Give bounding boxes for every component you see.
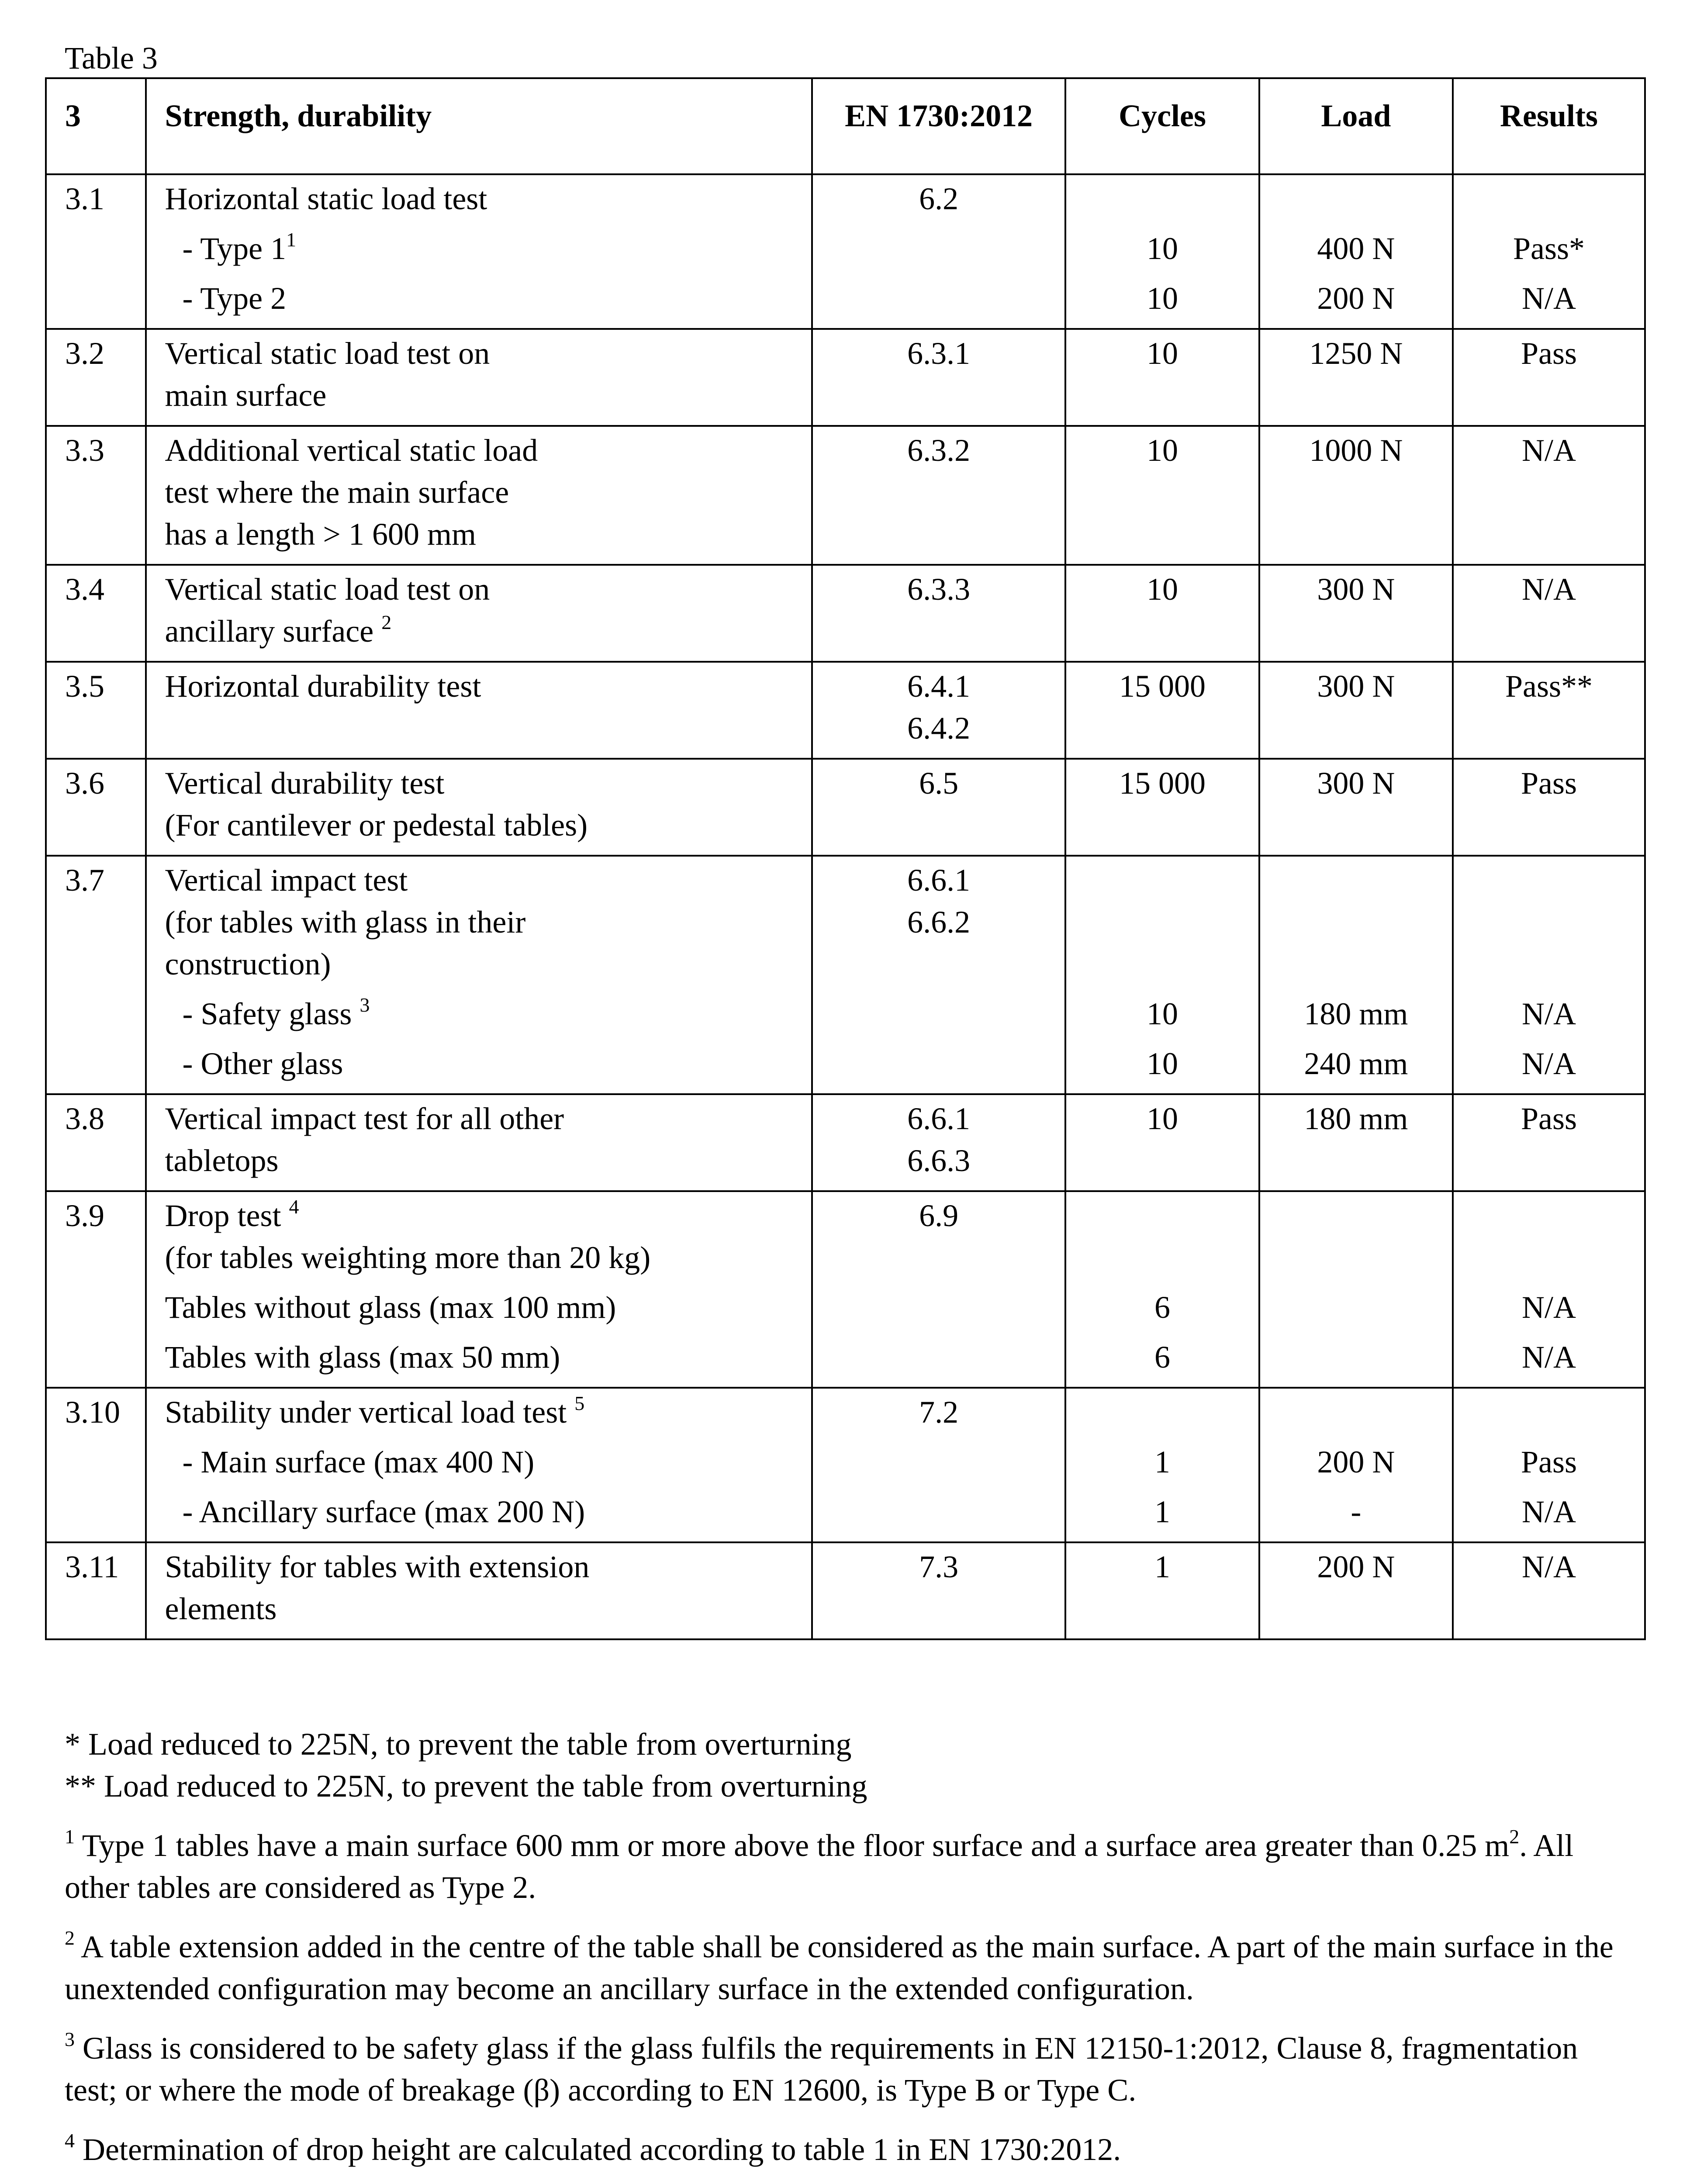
cycles-value: 10 (1147, 231, 1178, 266)
standard-clause-cell (812, 329, 1065, 426)
result-value: Pass** (1505, 669, 1593, 704)
result-cell (1453, 565, 1645, 662)
test-name-text: Horizontal durability test (165, 669, 481, 704)
load-cell (1259, 426, 1453, 565)
test-name-text: Stability under vertical load test (165, 1395, 575, 1430)
spacer-line (1085, 859, 1240, 901)
test-name-cell (146, 662, 812, 759)
standard-clause: 6.2 (919, 181, 959, 216)
section-number: 3.6 (65, 766, 104, 801)
sub-test-line (165, 1441, 793, 1483)
spacer-line (1472, 1391, 1626, 1433)
table-header-row (46, 78, 1645, 174)
standard-clause-cell (812, 759, 1065, 856)
cycles-value: 10 (1147, 1046, 1178, 1081)
load-value: 180 mm (1304, 1101, 1408, 1136)
footnote-marker: 4 (65, 2129, 75, 2152)
test-name-text: Drop test (165, 1198, 289, 1233)
section-number-cell (46, 426, 146, 565)
test-name-text: elements (165, 1591, 277, 1626)
test-name-line (165, 568, 793, 610)
load-value: 200 N (1317, 1549, 1395, 1584)
sub-test-line (165, 1043, 793, 1085)
test-name-line (165, 374, 793, 416)
result-cell (1453, 1542, 1645, 1639)
result-value: N/A (1522, 1046, 1576, 1081)
section-number: 3.11 (65, 1549, 119, 1584)
table-row (46, 856, 1645, 1094)
test-name-cell (146, 565, 812, 662)
footnote-reference: 1 (286, 228, 297, 251)
section-number: 3.3 (65, 433, 104, 468)
load-cell (1259, 565, 1453, 662)
test-name-line (165, 1098, 793, 1140)
sub-test-label: - Type 2 (182, 281, 287, 316)
test-name-text: (for tables with glass in their (165, 905, 526, 940)
cycles-cell (1065, 662, 1259, 759)
cycles-cell (1065, 759, 1259, 856)
footnote-text: A table extension added in the centre of the table shall be considered as the main surface. A part of the main surface in the unextended configuration may become an ancillary surface in the extended configuration. (65, 1929, 1614, 2006)
section-number: 3.8 (65, 1101, 104, 1136)
standard-clause: 6.3.3 (907, 572, 971, 607)
test-name-text: (For cantilever or pedestal tables) (165, 808, 588, 843)
table-row (46, 1542, 1645, 1639)
spacer-line (1085, 901, 1240, 943)
spacer-line (1279, 901, 1434, 943)
load-value: 300 N (1317, 669, 1395, 704)
standard-clause: 6.6.1 (907, 1101, 971, 1136)
test-name-line (165, 1195, 793, 1237)
spacer-line (1472, 859, 1626, 901)
result-cell (1453, 1388, 1645, 1542)
section-number: 3.7 (65, 863, 104, 898)
section-number: 3.9 (65, 1198, 104, 1233)
test-name-line (165, 804, 793, 846)
standard-clause: 6.5 (919, 766, 959, 801)
table-row (46, 1094, 1645, 1191)
result-cell (1453, 856, 1645, 1094)
test-name-line (165, 1391, 793, 1433)
footnote-marker: 2 (65, 1927, 75, 1949)
table-row (46, 565, 1645, 662)
results-table (45, 77, 1646, 1640)
header-test-name: Strength, durability (146, 78, 812, 174)
result-value: N/A (1522, 1549, 1576, 1584)
cycles-value: 10 (1147, 1101, 1178, 1136)
load-value (1279, 1336, 1434, 1378)
footnote-reference: 2 (381, 611, 392, 633)
standard-clause: 7.2 (919, 1395, 959, 1430)
test-name-line (165, 178, 793, 220)
section-number-cell (46, 329, 146, 426)
standard-clause: 6.3.1 (907, 336, 971, 371)
header-load: Load (1259, 78, 1453, 174)
load-value (1279, 1286, 1434, 1328)
result-value: N/A (1522, 433, 1576, 468)
standard-clause-cell (812, 1094, 1065, 1191)
footnote-reference: 3 (359, 994, 370, 1016)
test-name-cell (146, 1542, 812, 1639)
section-number: 3.10 (65, 1395, 120, 1430)
spacer-line (1279, 1391, 1434, 1433)
load-cell (1259, 1388, 1453, 1542)
test-name-line (165, 859, 793, 901)
result-value: Pass (1521, 766, 1577, 801)
superscript: 2 (1509, 1825, 1520, 1848)
test-name-line (165, 1140, 793, 1182)
standard-clause: 6.6.1 (907, 863, 971, 898)
test-name-line (165, 429, 793, 471)
standard-clause: 6.4.2 (907, 711, 971, 746)
test-name-cell (146, 856, 812, 1094)
test-name-text: Horizontal static load test (165, 181, 487, 216)
standard-clause: 6.4.1 (907, 669, 971, 704)
sub-test-line (165, 277, 793, 319)
sub-test-label: - Main surface (max 400 N) (182, 1444, 535, 1479)
result-cell (1453, 1094, 1645, 1191)
test-name-text: test where the main surface (165, 475, 509, 510)
spacer-line (1279, 1237, 1434, 1279)
standard-clause: 7.3 (919, 1549, 959, 1584)
footnote-double-star: ** Load reduced to 225N, to prevent the table from overturning (65, 1769, 867, 1804)
footnotes (65, 1723, 1620, 2184)
standard-clause-cell (812, 174, 1065, 329)
section-number-cell (46, 662, 146, 759)
test-name-line (165, 610, 793, 652)
cycles-cell (1065, 1542, 1259, 1639)
test-name-text: (for tables weighting more than 20 kg) (165, 1240, 651, 1275)
load-value: - (1351, 1494, 1362, 1529)
footnote-reference: 5 (574, 1392, 585, 1414)
footnote-text: Type 1 tables have a main surface 600 mm or more above the floor surface and a surface area greater than 0.25 m (75, 1828, 1510, 1863)
section-number-cell (46, 856, 146, 1094)
test-name-text: Vertical impact test (165, 863, 408, 898)
spacer-line (1279, 178, 1434, 220)
cycles-cell (1065, 856, 1259, 1094)
cycles-cell (1065, 329, 1259, 426)
cycles-value: 15 000 (1119, 766, 1206, 801)
test-name-text: construction) (165, 947, 331, 981)
sub-test-label: Tables without glass (max 100 mm) (165, 1290, 616, 1325)
spacer-line (1085, 943, 1240, 985)
cycles-cell (1065, 1191, 1259, 1388)
standard-clause: 6.6.3 (907, 1143, 971, 1178)
sub-test-line (165, 993, 793, 1035)
result-value: N/A (1522, 1494, 1576, 1529)
result-cell (1453, 662, 1645, 759)
cycles-value: 1 (1154, 1494, 1171, 1529)
cycles-value: 6 (1154, 1340, 1171, 1375)
test-name-text: has a length > 1 600 mm (165, 517, 477, 552)
sub-test-line (165, 1336, 793, 1378)
table-row (46, 759, 1645, 856)
load-cell (1259, 1542, 1453, 1639)
footnote-reference: 4 (289, 1196, 299, 1218)
sub-test-line (165, 228, 793, 270)
load-cell (1259, 1094, 1453, 1191)
result-value: N/A (1522, 281, 1576, 316)
section-number-cell (46, 1388, 146, 1542)
test-name-text: Stability for tables with extension (165, 1549, 590, 1584)
result-value: N/A (1522, 996, 1576, 1031)
sub-test-line (165, 1286, 793, 1328)
cycles-value: 1 (1154, 1444, 1171, 1479)
test-name-line (165, 1237, 793, 1279)
test-name-cell (146, 1094, 812, 1191)
result-value: Pass (1521, 1101, 1577, 1136)
result-value: N/A (1522, 572, 1576, 607)
load-value: 200 N (1317, 281, 1395, 316)
section-number: 3.1 (65, 181, 104, 216)
spacer-line (1085, 1391, 1240, 1433)
table-row (46, 1388, 1645, 1542)
header-cycles: Cycles (1065, 78, 1259, 174)
spacer-line (1472, 1195, 1626, 1237)
test-name-text: Vertical static load test on (165, 572, 490, 607)
section-number-cell (46, 1094, 146, 1191)
test-name-line (165, 762, 793, 804)
table-row (46, 426, 1645, 565)
cycles-value: 10 (1147, 572, 1178, 607)
table-body (46, 174, 1645, 1639)
test-name-line (165, 332, 793, 374)
section-number-cell (46, 565, 146, 662)
spacer-line (1279, 1195, 1434, 1237)
sub-test-label: - Other glass (182, 1046, 343, 1081)
test-name-line (165, 943, 793, 985)
test-name-cell (146, 1191, 812, 1388)
section-number-cell (46, 174, 146, 329)
load-value: 240 mm (1304, 1046, 1408, 1081)
spacer-line (1085, 1195, 1240, 1237)
spacer-line (1279, 943, 1434, 985)
result-cell (1453, 426, 1645, 565)
test-name-line (165, 1588, 793, 1630)
spacer-line (1472, 178, 1626, 220)
test-name-line (165, 1546, 793, 1588)
test-name-cell (146, 426, 812, 565)
spacer-line (1472, 943, 1626, 985)
cycles-value: 10 (1147, 433, 1178, 468)
footnote-text: Determination of drop height are calculated according to table 1 in EN 1730:2012. (75, 2132, 1121, 2167)
section-number: 3.2 (65, 336, 104, 371)
load-value: 1250 N (1309, 336, 1403, 371)
sub-test-label: Tables with glass (max 50 mm) (165, 1340, 560, 1375)
load-cell (1259, 1191, 1453, 1388)
test-name-line (165, 513, 793, 555)
table-row (46, 329, 1645, 426)
cycles-value: 1 (1154, 1549, 1171, 1584)
sub-test-label: - Safety glass (182, 996, 360, 1031)
sub-test-line (165, 1491, 793, 1533)
result-value: Pass* (1513, 231, 1585, 266)
result-value: Pass (1521, 336, 1577, 371)
standard-clause-cell (812, 1542, 1065, 1639)
load-value: 1000 N (1309, 433, 1403, 468)
standard-clause-cell (812, 1388, 1065, 1542)
cycles-cell (1065, 1094, 1259, 1191)
footnote-4 (65, 2129, 1620, 2170)
spacer-line (1085, 1237, 1240, 1279)
result-value: N/A (1522, 1290, 1576, 1325)
test-name-cell (146, 1388, 812, 1542)
spacer-line (1472, 901, 1626, 943)
standard-clause-cell (812, 1191, 1065, 1388)
test-name-cell (146, 174, 812, 329)
load-value: 300 N (1317, 572, 1395, 607)
load-value: 300 N (1317, 766, 1395, 801)
spacer-line (1279, 859, 1434, 901)
test-name-line (165, 665, 793, 707)
result-cell (1453, 174, 1645, 329)
cycles-cell (1065, 1388, 1259, 1542)
load-cell (1259, 856, 1453, 1094)
cycles-cell (1065, 174, 1259, 329)
standard-clause: 6.3.2 (907, 433, 971, 468)
result-value: Pass (1521, 1444, 1577, 1479)
table-row (46, 174, 1645, 329)
footnote-1 (65, 1825, 1620, 1908)
test-name-text: Vertical static load test on (165, 336, 490, 371)
header-standard: EN 1730:2012 (812, 78, 1065, 174)
table-caption: Table 3 (65, 41, 158, 76)
standard-clause-cell (812, 565, 1065, 662)
test-name-text: ancillary surface (165, 614, 382, 649)
header-results: Results (1453, 78, 1645, 174)
load-cell (1259, 174, 1453, 329)
header-section-number: 3 (46, 78, 146, 174)
test-name-line (165, 471, 793, 513)
cycles-value: 15 000 (1119, 669, 1206, 704)
section-number-cell (46, 759, 146, 856)
section-number-cell (46, 1191, 146, 1388)
spacer-line (1472, 1237, 1626, 1279)
cycles-cell (1065, 565, 1259, 662)
cycles-value: 10 (1147, 281, 1178, 316)
cycles-value: 6 (1154, 1290, 1171, 1325)
load-value: 200 N (1317, 1444, 1395, 1479)
standard-clause: 6.6.2 (907, 905, 971, 940)
result-cell (1453, 759, 1645, 856)
footnote-text: Glass is considered to be safety glass if the glass fulfils the requirements in EN 12150-1:2012, Clause 8, fragmentation test; or where the mode of breakage (β) according to EN 12600, is Type B or Type C. (65, 2031, 1578, 2108)
load-value: 180 mm (1304, 996, 1408, 1031)
test-name-line (165, 901, 793, 943)
standard-clause-cell (812, 662, 1065, 759)
test-name-text: main surface (165, 378, 327, 413)
table-row (46, 662, 1645, 759)
section-number-cell (46, 1542, 146, 1639)
cycles-cell (1065, 426, 1259, 565)
result-cell (1453, 1191, 1645, 1388)
cycles-value: 10 (1147, 996, 1178, 1031)
standard-clause-cell (812, 426, 1065, 565)
test-name-text: tabletops (165, 1143, 279, 1178)
sub-test-label: - Ancillary surface (max 200 N) (182, 1494, 585, 1529)
footnote-3 (65, 2027, 1620, 2111)
cycles-value: 10 (1147, 336, 1178, 371)
section-number: 3.4 (65, 572, 104, 607)
footnote-marker: 3 (65, 2028, 75, 2050)
load-cell (1259, 329, 1453, 426)
test-name-text: Vertical impact test for all other (165, 1101, 564, 1136)
spacer-line (1085, 178, 1240, 220)
load-value: 400 N (1317, 231, 1395, 266)
standard-clause: 6.9 (919, 1198, 959, 1233)
load-cell (1259, 662, 1453, 759)
footnote-text: . All other tables are considered as Type 2. (65, 1828, 1574, 1905)
standard-clause-cell (812, 856, 1065, 1094)
section-number: 3.5 (65, 669, 104, 704)
sub-test-label: - Type 1 (182, 231, 287, 266)
result-cell (1453, 329, 1645, 426)
test-name-text: Additional vertical static load (165, 433, 538, 468)
test-name-cell (146, 329, 812, 426)
load-cell (1259, 759, 1453, 856)
test-name-cell (146, 759, 812, 856)
footnote-marker: 1 (65, 1825, 75, 1848)
table-row (46, 1191, 1645, 1388)
footnote-star: * Load reduced to 225N, to prevent the table from overturning (65, 1727, 852, 1762)
result-value: N/A (1522, 1340, 1576, 1375)
footnote-2 (65, 1926, 1620, 2010)
test-name-text: Vertical durability test (165, 766, 445, 801)
